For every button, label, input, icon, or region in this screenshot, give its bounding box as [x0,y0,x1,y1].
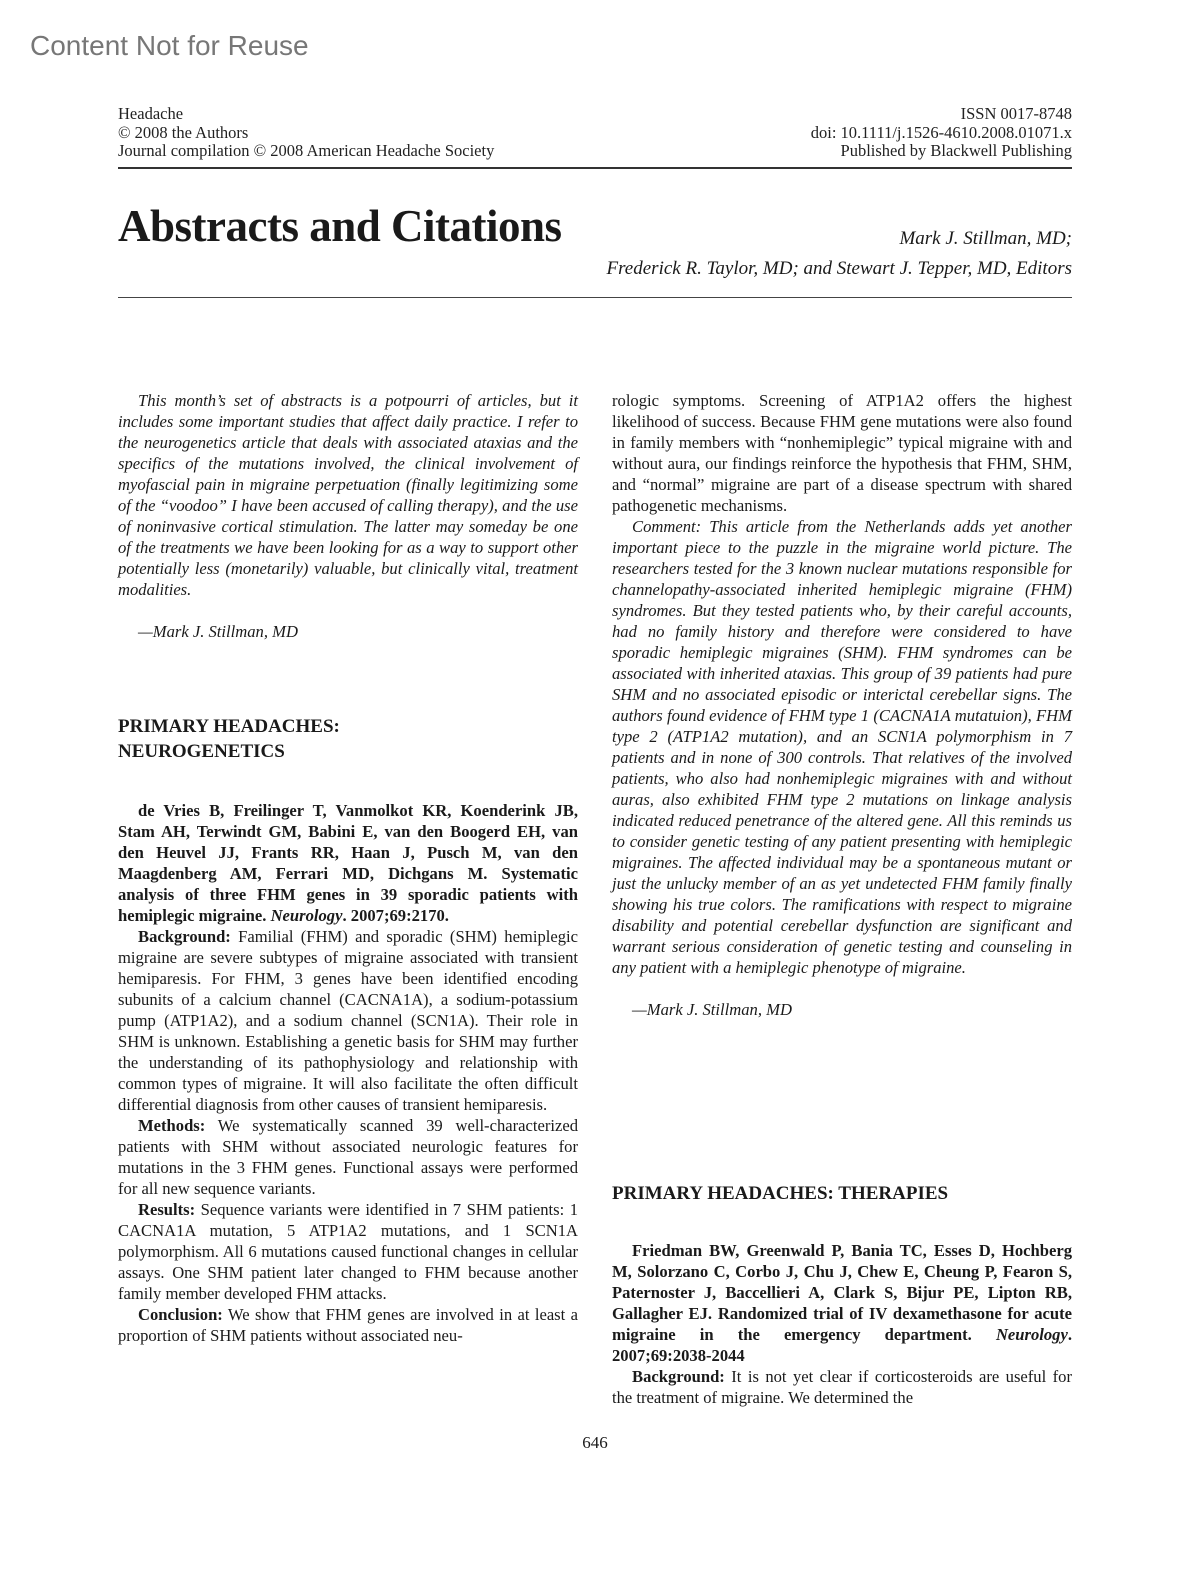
section-heading: PRIMARY HEADACHES: THERAPIES [612,1183,949,1204]
article-citation: de Vries B, Freilinger T, Vanmolkot KR, Koenderink JB, Stam AH, Terwindt GM, Babini E, van den Boogerd EH, van den Heuvel JJ, Frants RR, Haan J, Pusch M, van den Maagdenberg AM, Ferrari MD, Dichgans M. Systematic analysis of three FHM genes in 39 sporadic patients with hemiplegic migraine. Neurology. 2007;69:2170. [118,801,578,925]
watermark: Content Not for Reuse [30,30,309,61]
issn: ISSN 0017-8748 [960,104,1072,123]
section-neurogenetics [118,714,578,764]
comment-paragraph: Comment: This article from the Netherlands adds yet another important piece to the puzzle in the migraine world picture. The researchers tested for the 3 known nuclear mutations responsible for channelopathy-associated inherited hemiplegic migraine (FHM) syndromes. But they tested patients who, by their careful accounts, had no family history and therefore were considered to have sporadic hemiplegic migraines (SHM). FHM syndromes can be associated with inherited ataxias. This group of 39 patients had pure SHM and no associated episodic or interictal cerebellar signs. The authors found evidence of FHM type 1 (CACNA1A mutatuion), FHM type 2 (ATP1A2 mutation), and an SCN1A polymorphism in 7 patients and in none of 300 controls. That relatives of the involved patients, who also had nonhemiplegic migraines with and without auras, also exhibited FHM type 2 mutations on linkage analysis indicated reduced penetrance of the altered gene. All this reminds us to consider genetic testing of any patient presenting with hemiplegic migraines. The affected individual may be a spontaneous mutant or just the unlucky member of an as yet undetected FHM family finally showing his true colors. The ramifications with respect to migraine disability and potential cerebellar dysfunction are significant and warrant serious consideration of genetic testing and counseling in any patient with a hemiplegic phenotype of migraine. [612,517,1072,977]
results-paragraph: Results: Sequence variants were identified in 7 SHM patients: 1 CACNA1A mutation, 5 ATP1A2 mutations, and 1 SCN1A polymorphism. All 6 mutations caused functional changes in cellular assays. One SHM patient later changed to FHM because another family member developed FHM attacks. [118,1200,578,1303]
journal-name: Neurology [995,1325,1068,1344]
title-rule [118,297,1072,298]
doi: doi: 10.1111/j.1526-4610.2008.01071.x [810,122,1072,142]
editor-line-2: Frederick R. Taylor, MD; and Stewart J. Tepper, MD, Editors [606,258,1072,279]
conclusion-paragraph: Conclusion: We show that FHM genes are involved in at least a proportion of SHM patients without associated neu- [118,1305,578,1345]
left-column [118,390,578,642]
comment-signature: —Mark J. Stillman, MD [632,1000,792,1019]
compilation-copyright: Journal compilation © 2008 American Headache Society [118,141,495,160]
right-column [612,390,1072,1020]
intro-paragraph: This month’s set of abstracts is a potpourri of articles, but it includes some important studies that affect daily practice. I refer to the neurogenetics article that deals with associated ataxias and the specifics of the mutations involved, the clinical involvement of myofascial pain in migraine perpetuation (finally legitimizing some of the “voodoo” I have been accused of calling therapy), and the use of noninvasive cortical stimulation. The latter may someday be one of the treatments we have been looking for as a way to support other potentially less (monetarily) valuable, but clinically vital, treatment modalities. [118,391,578,599]
header-rule [118,167,1072,169]
journal-info [118,105,494,161]
page-title: Abstracts and Citations [118,201,562,251]
page-number: 646 [582,1433,608,1452]
journal-name: Headache [118,104,184,123]
section-therapies [612,1181,1072,1206]
publisher: Published by Blackwell Publishing [840,141,1072,160]
methods-paragraph: Methods: We systematically scanned 39 well-characterized patients with SHM without associated neurologic features for mutations in the 3 FHM genes. Functional assays were performed for all new sequence variants. [118,1116,578,1198]
editor-line-1: Mark J. Stillman, MD; [899,228,1072,249]
publication-info [811,105,1072,161]
background-paragraph: Background: It is not yet clear if corticosteroids are useful for the treatment of migraine. We determined the [612,1367,1072,1407]
background-paragraph: Background: Familial (FHM) and sporadic (SHM) hemiplegic migraine are severe subtypes of migraine associated with transient hemiparesis. For FHM, 3 genes have been identified encoding subunits of a calcium channel (CACNA1A), a sodium-potassium pump (ATP1A2), and a sodium channel (SCN1A). Their role in SHM is unknown. Establishing a genetic basis for SHM may further the understanding of its pathophysiology and relationship with common types of migraine. It will also facilitate the often difficult differential diagnosis from other causes of transient hemiparesis. [118,927,578,1114]
journal-name: Neurology [270,906,343,925]
conclusion-continued: rologic symptoms. Screening of ATP1A2 offers the highest likelihood of success. Because FHM gene mutations were also found in family members with “nonhemiplegic” typical migraine with and without aura, our findings reinforce the hypothesis that FHM, SHM, and “normal” migraine are part of a disease spectrum with shared pathogenetic mechanisms. [612,391,1072,515]
editors [607,224,1072,284]
article-2 [612,1240,1072,1408]
section-heading: PRIMARY HEADACHES: NEUROGENETICS [118,716,340,762]
intro-signature: —Mark J. Stillman, MD [138,622,298,641]
article-1 [118,800,578,1346]
article-citation: Friedman BW, Greenwald P, Bania TC, Esses D, Hochberg M, Solorzano C, Corbo J, Chu J, Chew E, Cheung P, Fearon S, Paternoster J, Baccellieri A, Clark S, Bijur PE, Lipton RB, Gallagher EJ. Randomized trial of IV dexamethasone for acute migraine in the emergency department. Neurology. 2007;69:2038-2044 [612,1241,1072,1365]
copyright: © 2008 the Authors [118,122,249,142]
